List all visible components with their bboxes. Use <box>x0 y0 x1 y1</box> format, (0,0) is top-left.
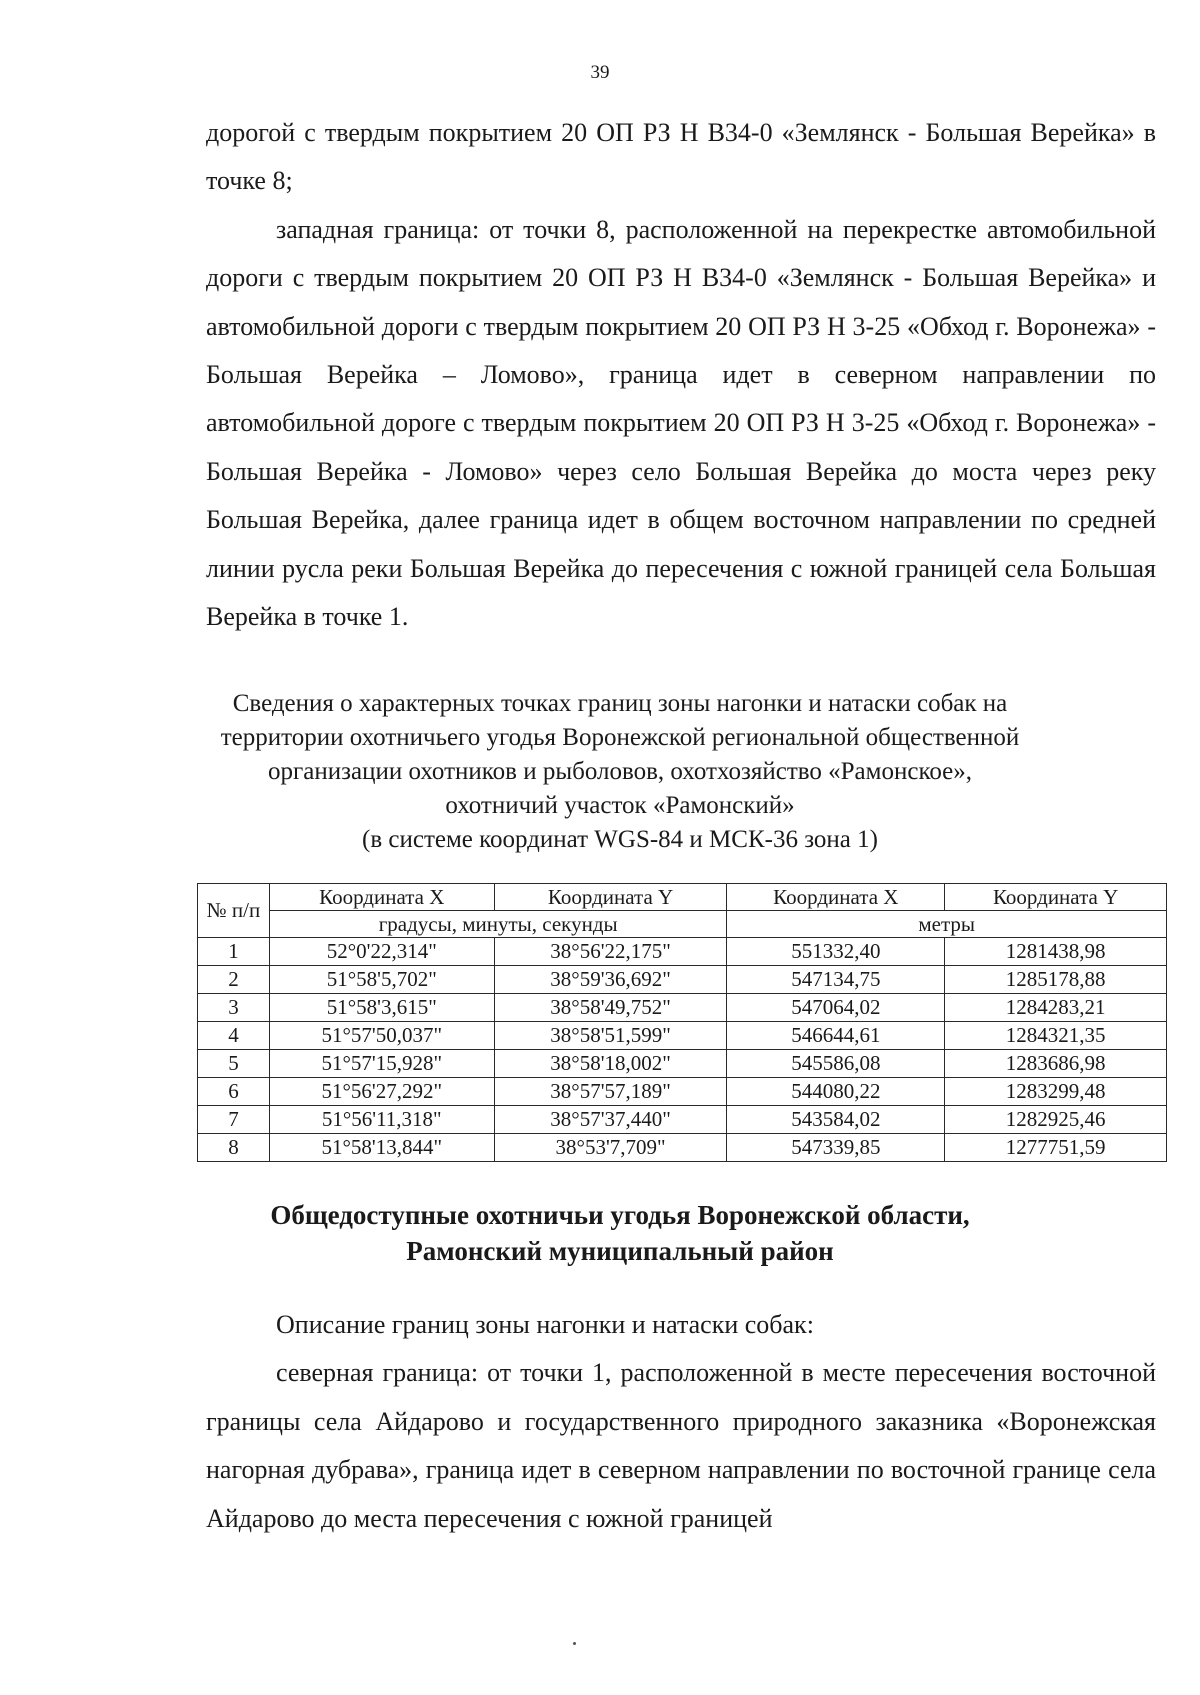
table-row <box>198 1106 1167 1134</box>
cell-coord-y-deg: 38°58'51,599" <box>494 1022 727 1050</box>
cell-row-number: 8 <box>198 1134 270 1162</box>
cell-row-number: 5 <box>198 1050 270 1078</box>
paragraph-northern-boundary: северная граница: от точки 1, расположенной в месте пересечения восточной границы села Айдарово и государственного природного заказника «Воронежская нагорная дубрава», граница идет в северном направлении по восточной границе села Айдарово до места пересечения с южной границей <box>206 1358 1156 1533</box>
cell-coord-y-deg: 38°56'22,175" <box>494 938 727 966</box>
cell-coord-y-deg: 38°57'57,189" <box>494 1078 727 1106</box>
page-number: 39 <box>590 62 610 83</box>
cell-coord-y-deg: 38°58'18,002" <box>494 1050 727 1078</box>
cell-row-number: 2 <box>198 966 270 994</box>
cell-coord-x-m: 545586,08 <box>727 1050 945 1078</box>
cell-coord-x-m: 547134,75 <box>727 966 945 994</box>
cell-coord-x-deg: 51°58'3,615" <box>269 994 494 1022</box>
header-units-meters: метры <box>727 911 1167 938</box>
cell-coord-x-deg: 51°56'27,292" <box>269 1078 494 1106</box>
cell-coord-x-deg: 51°57'15,928" <box>269 1050 494 1078</box>
caption-line: охотничий участок «Рамонский» <box>445 792 795 819</box>
header-coord-y-m: Координата Y <box>945 884 1167 911</box>
scan-speck <box>573 1642 576 1645</box>
cell-row-number: 4 <box>198 1022 270 1050</box>
section-title <box>180 1197 1060 1269</box>
cell-coord-y-m: 1282925,46 <box>945 1106 1167 1134</box>
table-row <box>198 966 1167 994</box>
cell-coord-y-m: 1285178,88 <box>945 966 1167 994</box>
header-coord-x-deg: Координата X <box>269 884 494 911</box>
section-title-line: Рамонский муниципальный район <box>406 1236 834 1266</box>
table-header-row <box>198 884 1167 911</box>
cell-coord-x-m: 544080,22 <box>727 1078 945 1106</box>
header-coord-x-m: Координата X <box>727 884 945 911</box>
caption-line: (в системе координат WGS-84 и МСК-36 зона 1) <box>362 826 878 853</box>
table-row <box>198 994 1167 1022</box>
paragraph-western-boundary: западная граница: от точки 8, расположенной на перекрестке автомобильной дороги с твердым покрытием 20 ОП РЗ Н В34-0 «Землянск - Большая Верейка» и автомобильной дороги с твердым покрытием 20 ОП РЗ Н 3-25 «Обход г. Воронежа» - Большая Верейка – Ломово», граница идет в северном направлении по автомобильной дороге с твердым покрытием 20 ОП РЗ Н 3-25 «Обход г. Воронежа» - Большая Верейка - Ломово» через село Большая Верейка до моста через реку Большая Верейка, далее граница идет в общем восточном направлении по средней линии русла реки Большая Верейка до пересечения с южной границей села Большая Верейка в точке 1. <box>206 214 1156 632</box>
cell-coord-y-m: 1283299,48 <box>945 1078 1167 1106</box>
cell-coord-x-deg: 51°58'13,844" <box>269 1134 494 1162</box>
cell-coord-y-deg: 38°58'49,752" <box>494 994 727 1022</box>
table-units-row <box>198 911 1167 938</box>
body-text-bottom <box>206 1301 1156 1543</box>
cell-row-number: 7 <box>198 1106 270 1134</box>
table-row <box>198 1134 1167 1162</box>
paragraph-boundary-description: Описание границ зоны нагонки и натаски собак: <box>276 1310 814 1339</box>
cell-coord-x-m: 547064,02 <box>727 994 945 1022</box>
cell-coord-y-m: 1277751,59 <box>945 1134 1167 1162</box>
table-row <box>198 1050 1167 1078</box>
paragraph-road-continuation: дорогой с твердым покрытием 20 ОП РЗ Н В34-0 «Землянск - Большая Верейка» в точке 8; <box>206 118 1156 196</box>
table-row <box>198 1022 1167 1050</box>
table-row <box>198 1078 1167 1106</box>
cell-coord-x-deg: 51°58'5,702" <box>269 966 494 994</box>
cell-coord-x-deg: 51°57'50,037" <box>269 1022 494 1050</box>
cell-coord-y-m: 1281438,98 <box>945 938 1167 966</box>
header-row-number: № п/п <box>198 884 270 938</box>
cell-coord-y-deg: 38°57'37,440" <box>494 1106 727 1134</box>
coordinates-table <box>197 883 1167 1162</box>
caption-line: организации охотников и рыболовов, охотхозяйство «Рамонское», <box>268 758 972 785</box>
cell-coord-x-deg: 51°56'11,318" <box>269 1106 494 1134</box>
header-units-degrees: градусы, минуты, секунды <box>269 911 727 938</box>
cell-row-number: 1 <box>198 938 270 966</box>
cell-row-number: 3 <box>198 994 270 1022</box>
cell-coord-y-m: 1284283,21 <box>945 994 1167 1022</box>
cell-coord-y-m: 1284321,35 <box>945 1022 1167 1050</box>
header-coord-y-deg: Координата Y <box>494 884 727 911</box>
table-caption <box>180 687 1060 857</box>
cell-coord-y-deg: 38°53'7,709" <box>494 1134 727 1162</box>
cell-coord-x-m: 546644,61 <box>727 1022 945 1050</box>
cell-coord-x-m: 547339,85 <box>727 1134 945 1162</box>
cell-coord-x-deg: 52°0'22,314" <box>269 938 494 966</box>
cell-coord-y-m: 1283686,98 <box>945 1050 1167 1078</box>
caption-line: территории охотничьего угодья Воронежской региональной общественной <box>220 724 1020 751</box>
cell-row-number: 6 <box>198 1078 270 1106</box>
cell-coord-x-m: 543584,02 <box>727 1106 945 1134</box>
cell-coord-y-deg: 38°59'36,692" <box>494 966 727 994</box>
table-row <box>198 938 1167 966</box>
body-text-top <box>206 109 1156 641</box>
caption-line: Сведения о характерных точках границ зоны нагонки и натаски собак на <box>232 690 1008 717</box>
section-title-line: Общедоступные охотничьи угодья Воронежской области, <box>270 1200 970 1230</box>
cell-coord-x-m: 551332,40 <box>727 938 945 966</box>
